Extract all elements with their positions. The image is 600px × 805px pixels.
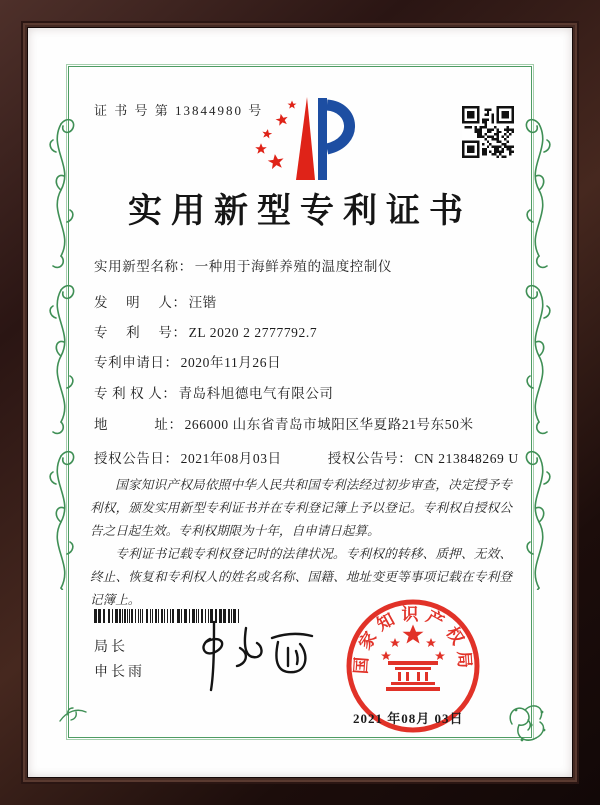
legal-paragraph-2: 专利证书记载专利权登记时的法律状况。专利权的转移、质押、无效、终止、恢复和专利权人的姓名或名称、国籍、地址变更等事项记载在专利登记簿上。 <box>90 547 512 607</box>
director-signature <box>180 612 322 704</box>
field-row-patentee <box>94 382 334 402</box>
field-label: 实用新型名称： <box>94 259 193 274</box>
field-value: ZL 2020 2 2777792.7 <box>188 325 318 340</box>
right-vine-ornament <box>522 90 556 590</box>
certificate-number: 证 书 号 第 13844980 号 <box>94 103 264 118</box>
director-name: 申长雨 <box>94 663 145 679</box>
field-row-filing-date <box>94 351 281 371</box>
field-row-address <box>94 413 474 433</box>
field-row-patent-no <box>94 321 317 341</box>
field-label: 授权公告号： <box>327 451 413 466</box>
field-value: 2020年11月26日 <box>180 355 282 370</box>
field-label: 专利申请日： <box>94 355 179 370</box>
field-row-name <box>94 255 392 275</box>
field-label: 专 利 号： <box>94 325 187 340</box>
field-label: 发 明 人： <box>94 295 187 310</box>
field-value: 青岛科旭德电气有限公司 <box>178 386 334 401</box>
certificate-title: 实用新型专利证书 <box>128 193 472 230</box>
field-value: 汪锴 <box>188 295 217 310</box>
field-value: 2021年08月03日 <box>180 451 282 466</box>
field-value: 一种用于海鲜养殖的温度控制仪 <box>194 259 393 274</box>
qr-code <box>462 106 514 158</box>
legal-paragraph-1: 国家知识产权局依照中华人民共和国专利法经过初步审查，决定授予专利权，颁发实用新型专利证书并在专利登记簿上予以登记。专利权自授权公告之日起生效。专利权期限为十年，自申请日起算。 <box>90 478 512 538</box>
patent-office-logo <box>240 92 366 186</box>
field-label: 地 址： <box>94 417 183 432</box>
field-value: 266000 山东省青岛市城阳区华夏路21号东50米 <box>184 417 474 432</box>
field-row-inventor <box>94 291 217 311</box>
director-block <box>94 634 145 684</box>
certificate-paper <box>28 28 572 777</box>
left-vine-ornament <box>44 90 78 590</box>
seal-text: 国家知识产权局 <box>351 604 475 675</box>
corner-floral-ornament <box>504 700 550 746</box>
seal-date: 2021 年08月 03日 <box>353 711 464 726</box>
director-title: 局长 <box>94 638 128 654</box>
field-label: 专 利 权 人： <box>94 386 177 401</box>
corner-sprig-ornament <box>58 704 88 724</box>
field-row-grant <box>94 447 519 467</box>
field-value: CN 213848269 U <box>414 451 519 466</box>
field-label: 授权公告日： <box>94 451 179 466</box>
